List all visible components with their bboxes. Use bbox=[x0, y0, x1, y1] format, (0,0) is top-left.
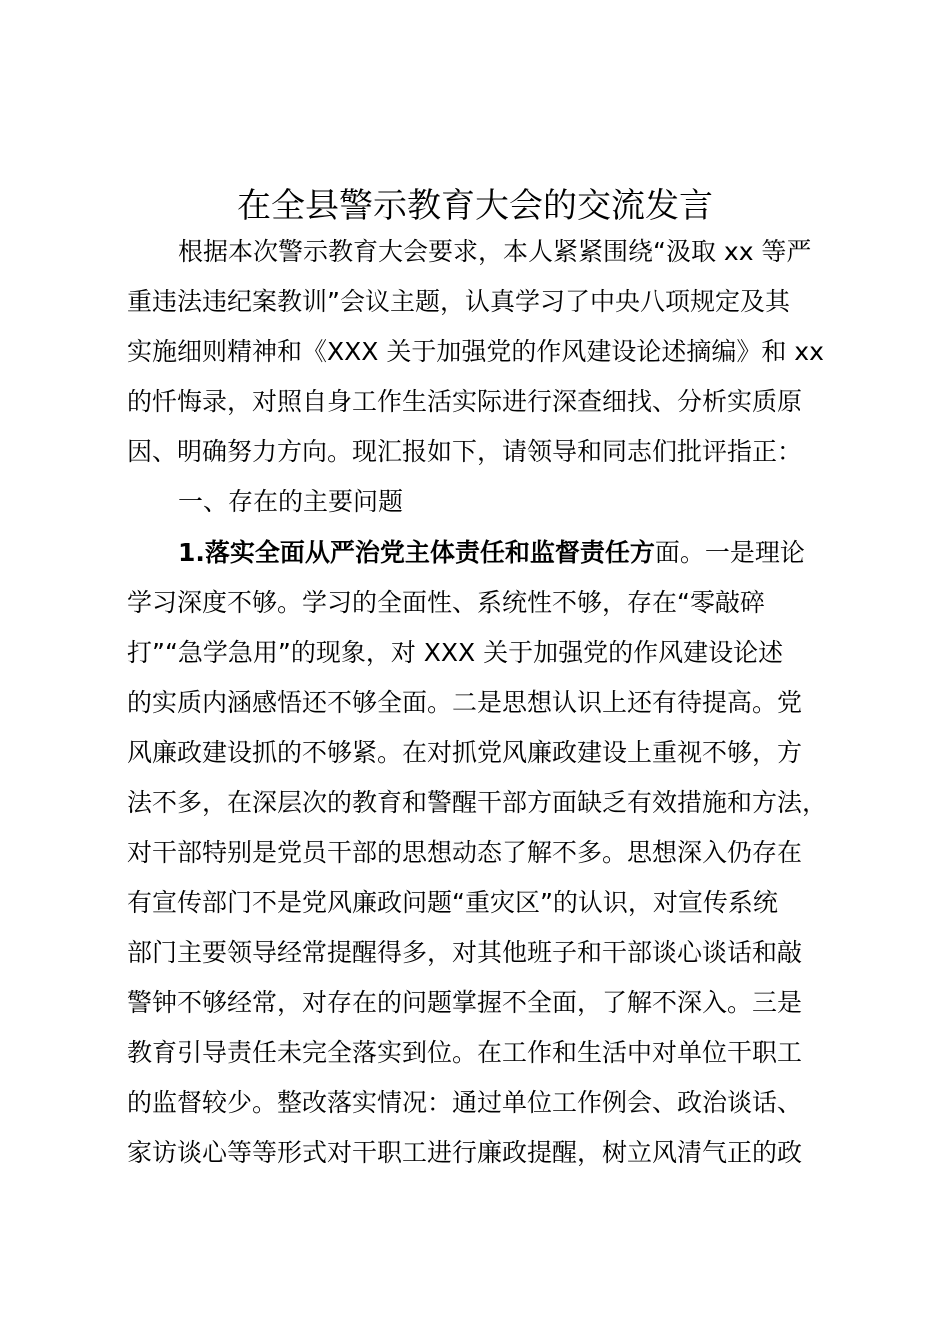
paragraph-line: 根据本次警示教育大会要求，本人紧紧围绕“汲取 xx 等严 bbox=[178, 237, 812, 266]
paragraph-line: 教育引导责任未完全落实到位。在工作和生活中对单位干职工 bbox=[127, 1038, 803, 1067]
section-heading: 一、存在的主要问题 bbox=[178, 487, 404, 516]
paragraph-line: 警钟不够经常，对存在的问题掌握不全面，了解不深入。三是 bbox=[127, 988, 803, 1017]
document-title: 在全县警示教育大会的交流发言 bbox=[237, 186, 713, 226]
paragraph-line: 对干部特别是党员干部的思想动态了解不多。思想深入仍存在 bbox=[127, 838, 803, 867]
item1-bold-lead: 1.落实全面从严治党主体责任和监督责任方 bbox=[178, 538, 655, 567]
paragraph-line: 有宣传部门不是党风廉政问题“重灾区”的认识，对宣传系统 bbox=[127, 888, 778, 917]
paragraph-line: 的实质内涵感悟还不够全面。二是思想认识上还有待提高。党 bbox=[127, 688, 803, 717]
paragraph-line: 因、明确努力方向。现汇报如下，请领导和同志们批评指正： bbox=[127, 437, 803, 466]
paragraph-line: 法不多，在深层次的教育和警醒干部方面缺乏有效措施和方法， bbox=[127, 788, 828, 817]
paragraph-line: 打”“急学急用”的现象，对 XXX 关于加强党的作风建设论述 bbox=[127, 638, 784, 667]
paragraph-line: 风廉政建设抓的不够紧。在对抓党风廉政建设上重视不够，方 bbox=[127, 738, 803, 767]
paragraph-line: 的忏悔录，对照自身工作生活实际进行深查细找、分析实质原 bbox=[127, 387, 803, 416]
item1-first-line bbox=[178, 533, 805, 573]
paragraph-line: 的监督较少。整改落实情况：通过单位工作例会、政治谈话、 bbox=[127, 1088, 803, 1117]
paragraph-line: 家访谈心等等形式对干职工进行廉政提醒，树立风清气正的政 bbox=[127, 1138, 803, 1167]
item1-lead-rest: 面。一是理论 bbox=[654, 538, 805, 567]
paragraph-line: 重违法违纪案教训”会议主题，认真学习了中央八项规定及其 bbox=[127, 287, 790, 316]
paragraph-line: 部门主要领导经常提醒得多，对其他班子和干部谈心谈话和敲 bbox=[127, 938, 803, 967]
paragraph-line: 学习深度不够。学习的全面性、系统性不够，存在“零敲碎 bbox=[127, 588, 765, 617]
paragraph-line: 实施细则精神和《XXX 关于加强党的作风建设论述摘编》和 xx bbox=[127, 337, 824, 366]
